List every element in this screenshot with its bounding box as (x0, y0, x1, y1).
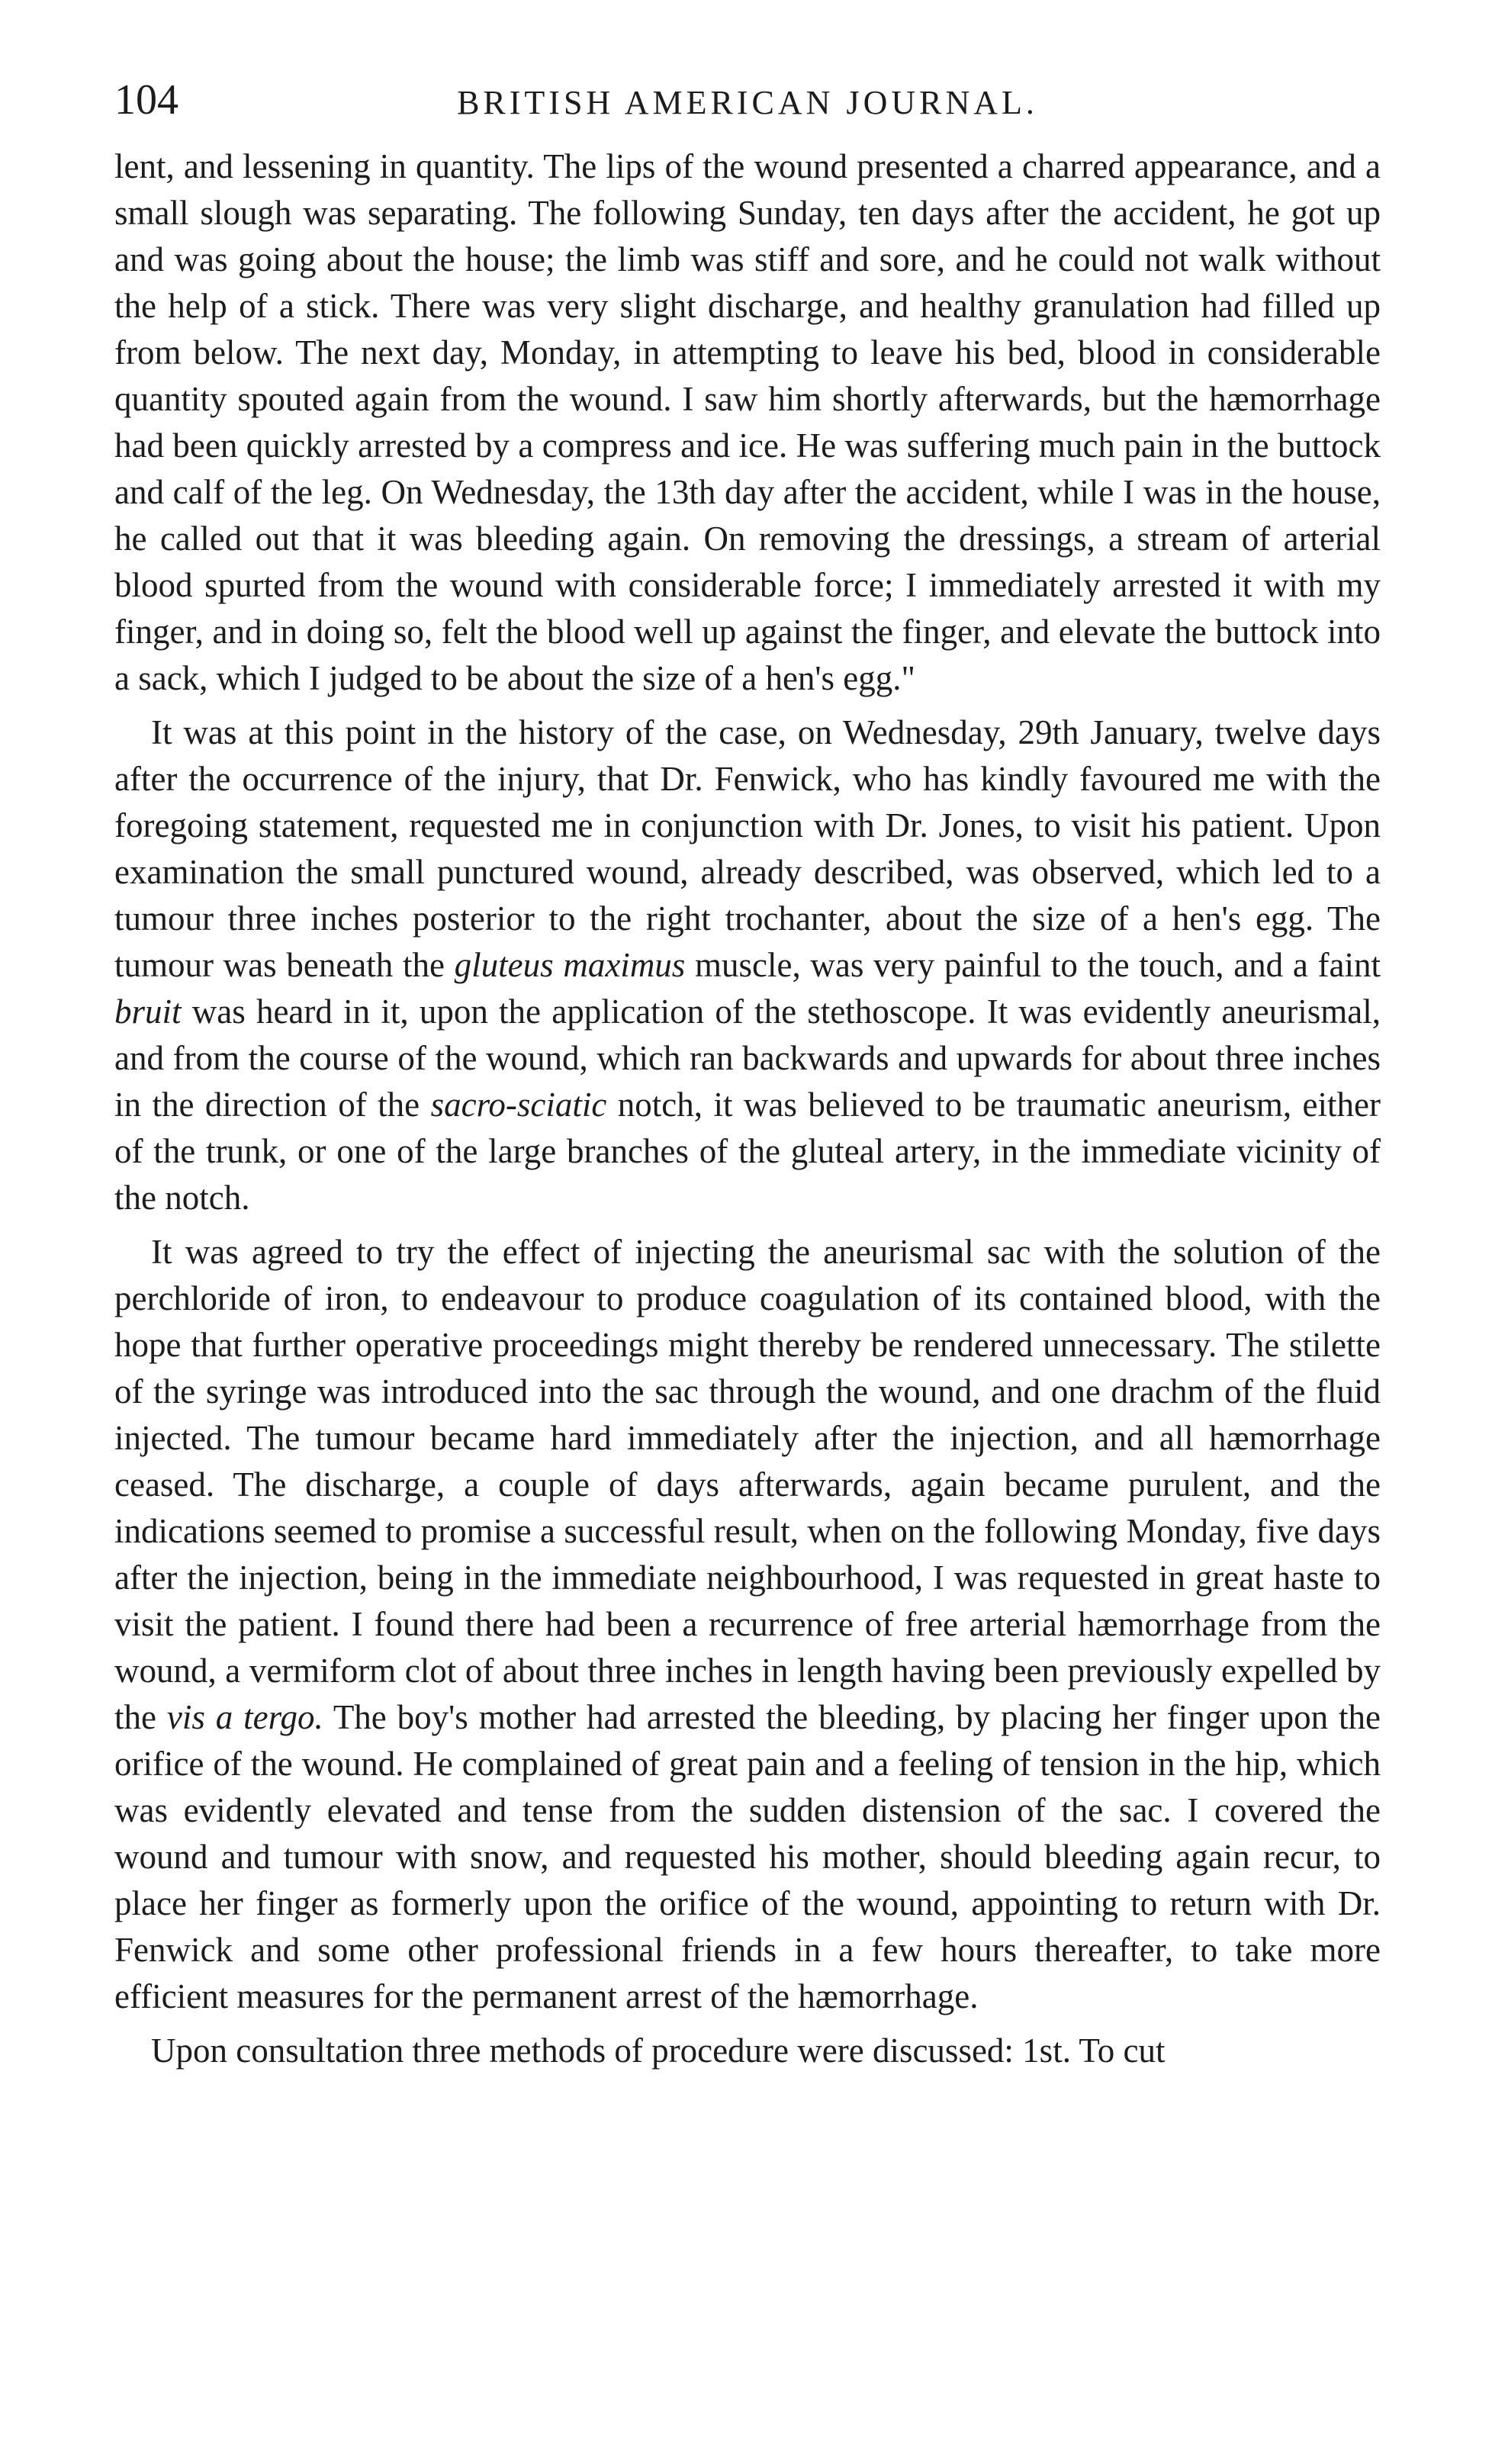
text-segment: Upon consultation three methods of procedure were discussed: 1st. To cut (151, 2031, 1166, 2070)
page-number: 104 (114, 76, 178, 124)
paragraph-consultation (114, 2028, 1381, 2074)
italic-term: sacro-sciatic (430, 1086, 607, 1124)
text-segment: The boy's mother had arrested the bleeding, by placing her finger upon the orifice of the wound. He complained of great pain and a feeling of tension in the hip, which was evidently elevated and tense from the sudden distension of the sac. I covered the wound and tumour with snow, and requested his mother, should bleeding again recur, to place her finger as formerly upon the orifice of the wound, appointing to return with Dr. Fenwick and some other professional friends in a few hours thereafter, to take more efficient measures for the permanent arrest of the hæmorrhage. (114, 1698, 1381, 2015)
italic-term: vis a tergo. (166, 1698, 323, 1736)
italic-term: bruit (114, 992, 182, 1031)
text-segment: It was agreed to try the effect of injecting the aneurismal sac with the solution of the perchloride of iron, to endeavour to produce coagulation of its contained blood, with the hope that further operative proceedings might thereby be rendered unnecessary. The stilette of the syringe was introduced into the sac through the wound, and one drachm of the fluid injected. The tumour became hard immediately after the injection, and all hæmorrhage ceased. The discharge, a couple of days afterwards, again became purulent, and the indications seemed to promise a successful result, when on the following Monday, five days after the injection, being in the immediate neighbourhood, I was requested in great haste to visit the patient. I found there had been a recurrence of free arterial hæmorrhage from the wound, a vermiform clot of about three inches in length having been previously expelled by the (114, 1233, 1381, 1736)
text-segment: was heard in it, upon the application of the stethoscope. It was evidently aneurismal, and from the course of the wound, which ran backwards and upwards for about three inches in the direction of the (114, 992, 1381, 1124)
italic-term: gluteus maximus (454, 946, 686, 984)
paragraph-injection-treatment (114, 1229, 1381, 2020)
text-segment: lent, and lessening in quantity. The lips of the wound presented a charred appearance, and a small slough was separating. The following Sunday, ten days after the accident, he got up and was going about the house; the limb was stiff and sore, and he could not walk without the help of a stick. There was very slight discharge, and healthy granulation had filled up from below. The next day, Monday, in attempting to leave his bed, blood in considerable quantity spouted again from the wound. I saw him shortly afterwards, but the hæmorrhage had been quickly arrested by a compress and ice. He was suffering much pain in the buttock and calf of the leg. On Wednesday, the 13th day after the accident, while I was in the house, he called out that it was bleeding again. On removing the dressings, a stream of arterial blood spurted from the wound with considerable force; I immediately arrested it with my finger, and in doing so, felt the blood well up against the finger, and elevate the buttock into a sack, which I judged to be about the size of a hen's egg." (114, 147, 1381, 697)
text-segment: notch, it was believed to be traumatic aneurism, either of the trunk, or one of the large branches of the gluteal artery, in the immediate vicinity of the notch. (114, 1086, 1381, 1217)
journal-title: BRITISH AMERICAN JOURNAL. (457, 84, 1038, 121)
paragraph-examination (114, 709, 1381, 1221)
paragraph-case-narrative (114, 143, 1381, 702)
running-head (114, 73, 1381, 127)
text-segment: muscle, was very painful to the touch, and a faint (685, 946, 1381, 984)
text-segment: It was at this point in the history of the case, on Wednesday, 29th January, twelve days after the occurrence of the injury, that Dr. Fenwick, who has kindly favoured me with the foregoing statement, requested me in conjunction with Dr. Jones, to visit his patient. Upon examination the small punctured wound, already described, was observed, which led to a tumour three inches posterior to the right trochanter, about the size of a hen's egg. The tumour was beneath the (114, 713, 1381, 984)
article-body (114, 143, 1381, 2082)
